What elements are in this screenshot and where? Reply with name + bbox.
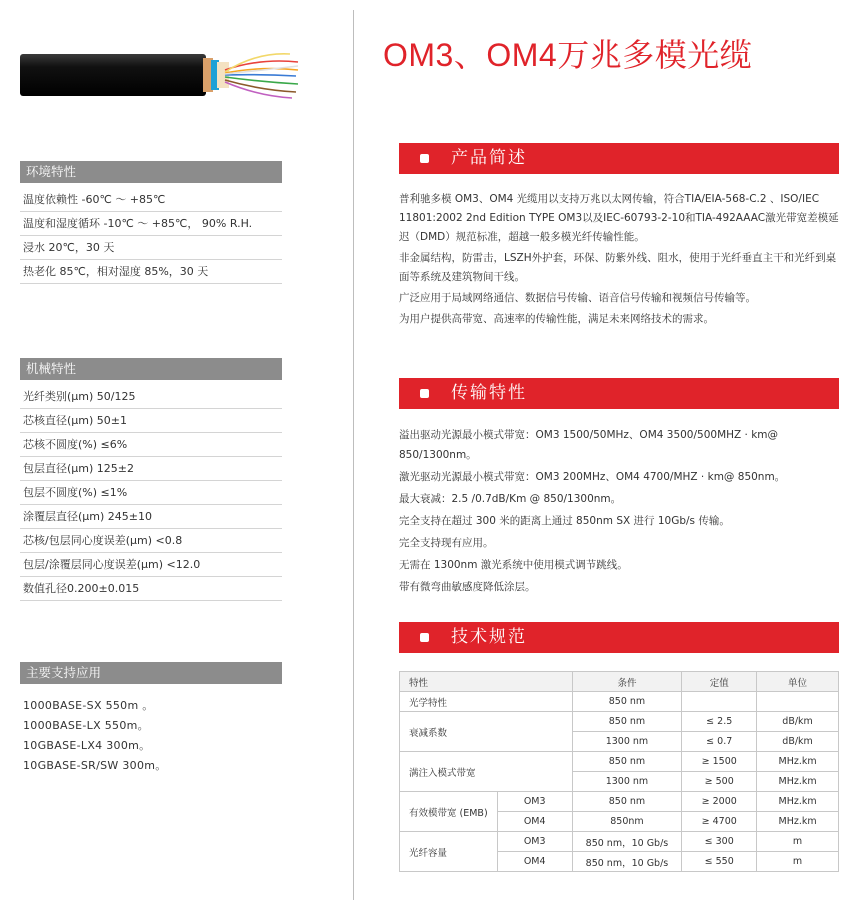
cell: OM4 [497, 852, 572, 872]
transmission-paragraph: 溢出驱动光源最小模式带宽：OM3 1500/50MHz、OM4 3500/500MHZ · km@ 850/1300nm。 [399, 429, 779, 461]
page-title: OM3、OM4万兆多模光缆 [383, 37, 753, 73]
overview-text [399, 190, 844, 331]
cell: 850nm [572, 812, 682, 832]
env-row: 热老化 85℃，相对湿度 85%，30 天 [20, 260, 282, 284]
mech-row: 包层不圆度(%) ≤1% [20, 481, 282, 505]
spec-table [399, 671, 839, 872]
table-row [400, 692, 839, 712]
mech-row: 包层/涂覆层同心度误差(μm) <12.0 [20, 553, 282, 577]
cell: MHz.km [757, 812, 839, 832]
app-item: 10GBASE-SR/SW 300m。 [23, 759, 167, 772]
cell: 850 nm [572, 712, 682, 732]
table-row [400, 712, 839, 732]
mech-row: 光纤类别(μm) 50/125 [20, 385, 282, 409]
row-label: 衰减系数 [400, 712, 573, 752]
cell: ≥ 4700 [682, 812, 757, 832]
cell: ≤ 0.7 [682, 732, 757, 752]
transmission-heading-bar [399, 378, 839, 409]
bullet-square-icon [420, 154, 429, 163]
app-item: 1000BASE-SX 550m 。 [23, 699, 154, 712]
app-item: 1000BASE-LX 550m。 [23, 719, 149, 732]
cell: MHz.km [757, 792, 839, 812]
column-divider [353, 10, 354, 900]
cell: m [757, 852, 839, 872]
table-row [400, 792, 839, 812]
env-row: 浸水 20℃，30 天 [20, 236, 282, 260]
transmission-paragraph: 完全支持在超过 300 米的距离上通过 850nm SX 进行 10Gb/s 传输。 [399, 515, 730, 527]
fiber-cable-image [20, 40, 300, 110]
header-cell: 特性 [400, 672, 573, 692]
cell: MHz.km [757, 752, 839, 772]
cell: dB/km [757, 732, 839, 752]
cell: 850 nm，10 Gb/s [572, 852, 682, 872]
spec-heading: 技术规范 [451, 627, 527, 647]
env-heading: 环境特性 [20, 161, 282, 183]
mech-row: 涂覆层直径(μm) 245±10 [20, 505, 282, 529]
apps-heading: 主要支持应用 [20, 662, 282, 684]
transmission-paragraph: 无需在 1300nm 激光系统中使用模式调节跳线。 [399, 559, 628, 571]
transmission-heading: 传输特性 [451, 383, 527, 403]
cell: 1300 nm [572, 732, 682, 752]
cell: m [757, 832, 839, 852]
cell: ≤ 300 [682, 832, 757, 852]
cell: OM3 [497, 832, 572, 852]
mech-row: 芯核直径(μm) 50±1 [20, 409, 282, 433]
cell: 850 nm [572, 692, 682, 712]
cell: ≤ 2.5 [682, 712, 757, 732]
cell: MHz.km [757, 772, 839, 792]
overview-paragraph: 广泛应用于局域网络通信、数据信号传输、语音信号传输和视频信号传输等。 [399, 292, 756, 304]
header-cell: 定值 [682, 672, 757, 692]
header-cell: 单位 [757, 672, 839, 692]
bullet-square-icon [420, 633, 429, 642]
mech-row: 芯核不圆度(%) ≤6% [20, 433, 282, 457]
cell: OM4 [497, 812, 572, 832]
cell: 850 nm [572, 752, 682, 772]
table-row [400, 752, 839, 772]
env-row: 温度和湿度循环 -10℃ ～ +85℃， 90% R.H. [20, 212, 282, 236]
row-label: 有效模带宽 (EMB) [400, 792, 498, 832]
table-header-row [400, 672, 839, 692]
app-item: 10GBASE-LX4 300m。 [23, 739, 151, 752]
overview-heading: 产品简述 [451, 148, 527, 168]
env-section [20, 161, 282, 284]
spec-heading-bar [399, 622, 839, 653]
bullet-square-icon [420, 389, 429, 398]
mech-row: 数值孔径0.200±0.015 [20, 577, 282, 601]
env-row: 温度依赖性 -60℃ ～ +85℃ [20, 188, 282, 212]
cell: 850 nm [572, 792, 682, 812]
mech-section [20, 358, 282, 601]
transmission-paragraph: 激光驱动光源最小模式带宽：OM3 200MHz、OM4 4700/MHZ · km@ 850nm。 [399, 471, 786, 483]
cell: ≤ 550 [682, 852, 757, 872]
apps-section [20, 662, 282, 776]
overview-heading-bar [399, 143, 839, 174]
cell: 850 nm，10 Gb/s [572, 832, 682, 852]
cell: ≥ 500 [682, 772, 757, 792]
row-label: 满注入模式带宽 [400, 752, 573, 792]
mech-heading: 机械特性 [20, 358, 282, 380]
mech-row: 包层直径(μm) 125±2 [20, 457, 282, 481]
transmission-paragraph: 最大衰减：2.5 /0.7dB/Km @ 850/1300nm。 [399, 493, 622, 505]
table-row [400, 832, 839, 852]
transmission-paragraph: 完全支持现有应用。 [399, 537, 494, 549]
cell: ≥ 1500 [682, 752, 757, 772]
row-label: 光纤容量 [400, 832, 498, 872]
row-label: 光学特性 [400, 692, 573, 712]
transmission-paragraph: 带有微弯曲敏感度降低涂层。 [399, 581, 536, 593]
cell [682, 692, 757, 712]
cell: dB/km [757, 712, 839, 732]
overview-paragraph: 为用户提供高带宽、高速率的传输性能，满足未来网络技术的需求。 [399, 313, 714, 325]
transmission-text [399, 425, 844, 599]
cell: 1300 nm [572, 772, 682, 792]
cell: ≥ 2000 [682, 792, 757, 812]
cell: OM3 [497, 792, 572, 812]
cell [757, 692, 839, 712]
overview-paragraph: 普利驰多模 OM3、OM4 光缆用以支持万兆以太网传输，符合TIA/EIA-568-C.2 、ISO/IEC 11801:2002 2nd Edition TYPE OM3以及IEC-60793-2-10和TIA-492AAAC激光带宽差模延迟（DMD）规范标准，超越一般多模光纤传输性能。 [399, 193, 839, 243]
overview-paragraph: 非金属结构，防雷击，LSZH外护套，环保、防紫外线、阻水，使用于光纤垂直主干和光纤到桌面等系统及建筑物间干线。 [399, 252, 837, 283]
mech-row: 芯核/包层同心度误差(μm) <0.8 [20, 529, 282, 553]
header-cell: 条件 [572, 672, 682, 692]
